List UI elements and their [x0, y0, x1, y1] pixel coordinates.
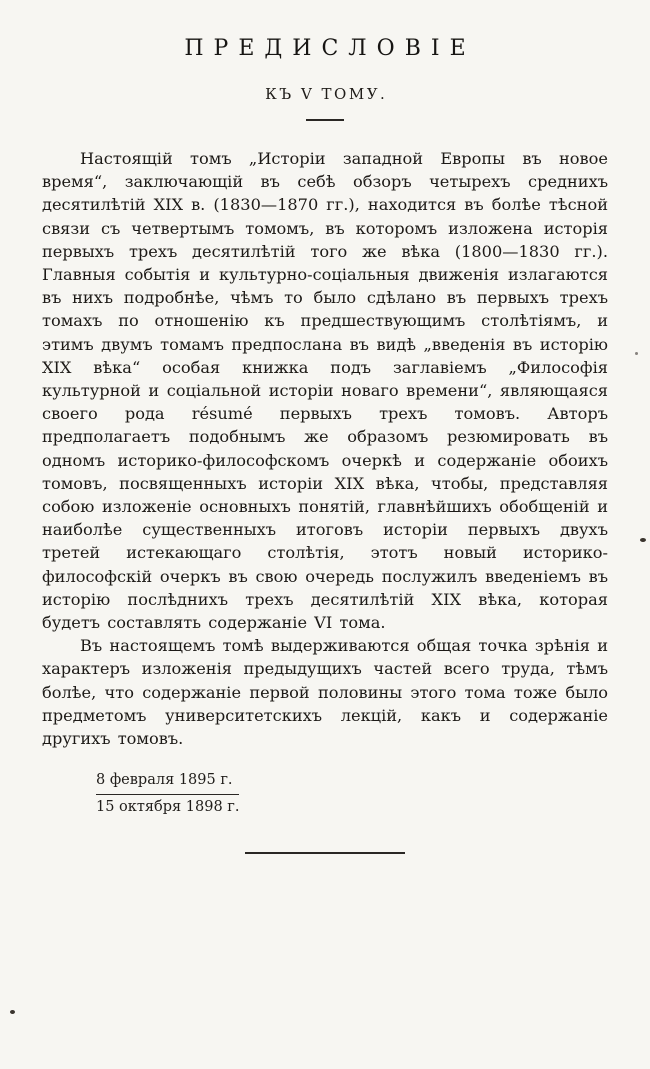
bottom-divider [245, 852, 405, 854]
date-line-1: 8 февраля 1895 г. [96, 770, 239, 795]
date-block [96, 770, 650, 818]
preface-body [42, 147, 608, 750]
preface-paragraph-1: Настоящій томъ „Исторіи западной Европы въ новое время“, заключающій въ себѣ обзоръ четырехъ среднихъ десятилѣтій XIX в. (1830—1870 гг.), находится въ болѣе тѣсной связи съ четвертымъ томомъ, въ которомъ изложена исторія первыхъ трехъ десятилѣтій того же вѣка (1800—1830 гг.). Главныя событія и культурно-соціальныя движенія излагаются въ нихъ подробнѣе, чѣмъ то было сдѣлано въ первыхъ трехъ томахъ по отношенію къ предшествующимъ столѣтіямъ, и этимъ двумъ томамъ предпослана въ видѣ „введенія въ исторію XIX вѣка“ особая книжка подъ заглавіемъ „Философія культурной и соціальной исторіи новаго времени“, являющаяся своего рода résumé первыхъ трехъ томовъ. Авторъ предполагаетъ подобнымъ же образомъ резюмировать въ одномъ историко-философскомъ очеркѣ и содержаніе обоихъ томовъ, посвященныхъ исторіи XIX вѣка, чтобы, представляя собою изложеніе основныхъ понятій, главнѣйшихъ обобщеній и наиболѣе существенныхъ итоговъ исторіи первыхъ двухъ третей истекающаго столѣтія, этотъ новый историко-философскій очеркъ въ свою очередь послужилъ введеніемъ въ исторію послѣднихъ трехъ десятилѣтій XIX вѣка, которая будетъ составлять содержаніе VI тома. [42, 149, 608, 633]
page-subtitle: КЪ V ТОМУ. [265, 85, 388, 103]
date-line-2: 15 октября 1898 г. [96, 799, 240, 816]
title-divider [306, 119, 344, 121]
scan-artifact [10, 1010, 15, 1014]
page-title: ПРЕДИСЛОВІЕ [184, 36, 476, 61]
scan-artifact [635, 352, 638, 355]
scan-artifact [640, 538, 646, 542]
preface-paragraph-2: Въ настоящемъ томѣ выдерживаются общая точка зрѣнія и характеръ изложенія предыдущихъ частей всего труда, тѣмъ болѣе, что содержаніе первой половины этого тома тоже было предметомъ университетскихъ лекцій, какъ и содержаніе другихъ томовъ. [42, 636, 608, 749]
